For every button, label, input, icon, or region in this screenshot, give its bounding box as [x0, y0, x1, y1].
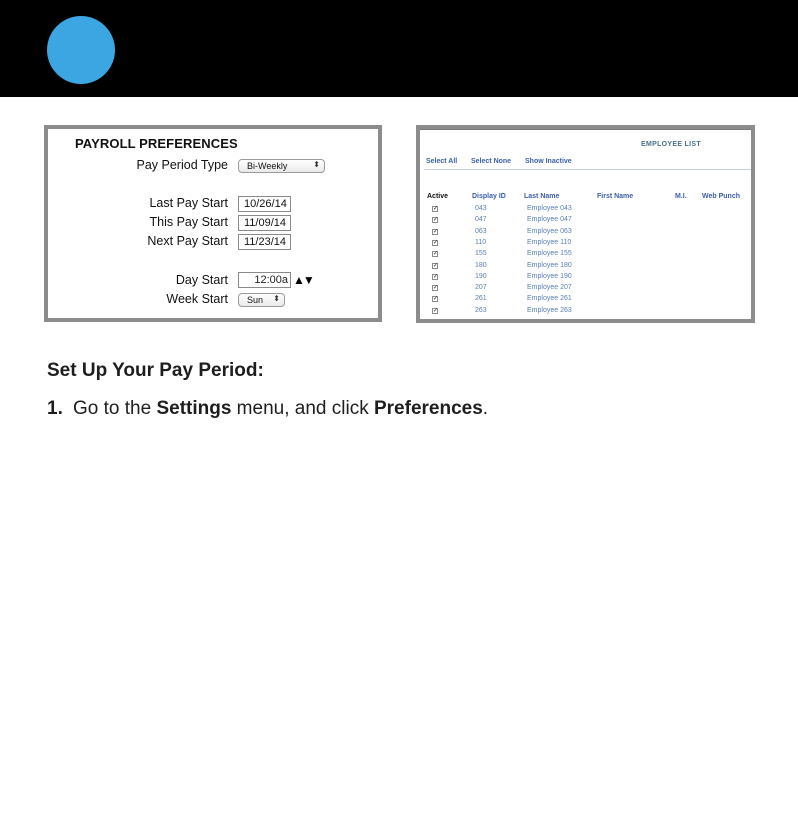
last-name-cell: Employee 261	[527, 295, 572, 303]
step-text: menu, and click	[231, 398, 374, 419]
employee-list-title: EMPLOYEE LIST	[641, 141, 701, 148]
column-header-mi[interactable]: M.I.	[675, 193, 687, 200]
table-row[interactable]	[420, 250, 751, 261]
display-id-cell: 047	[475, 216, 487, 224]
last-name-cell: Employee 207	[527, 284, 572, 292]
last-pay-start-field[interactable]: 10/26/14	[238, 196, 291, 212]
week-start-label: Week Start	[166, 292, 228, 306]
divider	[424, 169, 751, 170]
column-header-last-name[interactable]: Last Name	[524, 193, 560, 200]
display-id-cell: 190	[475, 272, 487, 280]
last-name-cell: Employee 043	[527, 205, 572, 212]
display-id-cell: 180	[475, 261, 487, 269]
active-checkbox[interactable]: ✓	[433, 307, 439, 314]
day-start-field[interactable]: 12:00a	[238, 272, 291, 288]
display-id-cell: 110	[475, 238, 487, 246]
payroll-preferences-title: PAYROLL PREFERENCES	[75, 136, 238, 151]
step-number: 1.	[47, 398, 63, 419]
last-pay-start-label: Last Pay Start	[149, 196, 228, 210]
active-checkbox[interactable]: ✓	[433, 217, 439, 224]
display-id-cell: 261	[475, 295, 487, 303]
active-checkbox[interactable]: ✓	[433, 228, 439, 235]
active-checkbox[interactable]: ✓	[433, 262, 439, 269]
active-checkbox[interactable]: ✓	[433, 285, 439, 292]
week-start-value: Sun	[247, 295, 264, 305]
payroll-preferences-panel	[44, 125, 382, 322]
last-name-cell: Employee 263	[527, 306, 572, 314]
this-pay-start-field[interactable]: 11/09/14	[238, 215, 291, 231]
next-pay-start-field[interactable]: 11/23/14	[238, 234, 291, 250]
active-checkbox[interactable]: ✓	[433, 206, 439, 212]
step-text: Go to the	[73, 398, 157, 419]
preferences-text: Preferences	[373, 398, 483, 419]
display-id-cell: 207	[475, 284, 487, 292]
active-checkbox[interactable]: ✓	[433, 273, 439, 280]
settings-menu-text: Settings	[156, 398, 232, 419]
section-heading: Set Up Your Pay Period:	[47, 360, 264, 381]
active-checkbox[interactable]: ✓	[433, 239, 439, 246]
table-row[interactable]	[420, 284, 751, 295]
table-row[interactable]	[420, 262, 751, 273]
select-all-link[interactable]: Select All	[426, 158, 458, 165]
instruction-step	[47, 398, 488, 420]
pay-period-type-value: Bi-Weekly	[247, 161, 288, 171]
display-id-cell: 263	[475, 306, 487, 314]
table-row[interactable]	[420, 273, 751, 284]
table-row[interactable]	[420, 239, 751, 250]
pay-period-type-label: Pay Period Type	[136, 158, 228, 172]
divider	[420, 129, 751, 130]
employee-list-panel	[416, 125, 755, 323]
last-name-cell: Employee 180	[527, 261, 572, 269]
table-row[interactable]	[420, 307, 751, 318]
up-down-arrows-icon: ⬍	[273, 294, 280, 303]
table-row[interactable]	[420, 205, 751, 216]
up-down-stepper-icon[interactable]: ▲▼	[293, 273, 313, 287]
display-id-cell: 043	[475, 205, 487, 212]
table-row[interactable]	[420, 228, 751, 239]
select-none-link[interactable]: Select None	[471, 158, 512, 165]
blue-circle-badge	[47, 16, 115, 84]
day-start-label: Day Start	[175, 273, 228, 287]
week-start-select[interactable]	[238, 293, 285, 307]
last-name-cell: Employee 047	[527, 216, 572, 224]
active-checkbox[interactable]: ✓	[433, 296, 439, 303]
last-name-cell: Employee 063	[527, 227, 572, 235]
column-header-active[interactable]: Active	[427, 193, 449, 200]
show-inactive-link[interactable]: Show Inactive	[525, 158, 572, 165]
step-text: .	[482, 398, 489, 419]
table-row[interactable]	[420, 216, 751, 227]
column-header-web-punch[interactable]: Web Punch	[702, 193, 740, 200]
active-checkbox[interactable]: ✓	[433, 251, 439, 258]
column-header-display-id[interactable]: Display ID	[472, 193, 506, 200]
last-name-cell: Employee 190	[527, 272, 572, 280]
top-banner	[0, 0, 798, 97]
display-id-cell: 155	[475, 250, 487, 258]
column-header-first-name[interactable]: First Name	[597, 193, 634, 200]
this-pay-start-label: This Pay Start	[149, 215, 228, 229]
display-id-cell: 063	[475, 227, 487, 235]
next-pay-start-label: Next Pay Start	[147, 234, 228, 248]
last-name-cell: Employee 110	[527, 238, 572, 246]
last-name-cell: Employee 155	[527, 250, 572, 258]
pay-period-type-select[interactable]	[238, 159, 325, 173]
up-down-arrows-icon: ⬍	[313, 160, 320, 169]
table-row[interactable]	[420, 295, 751, 306]
